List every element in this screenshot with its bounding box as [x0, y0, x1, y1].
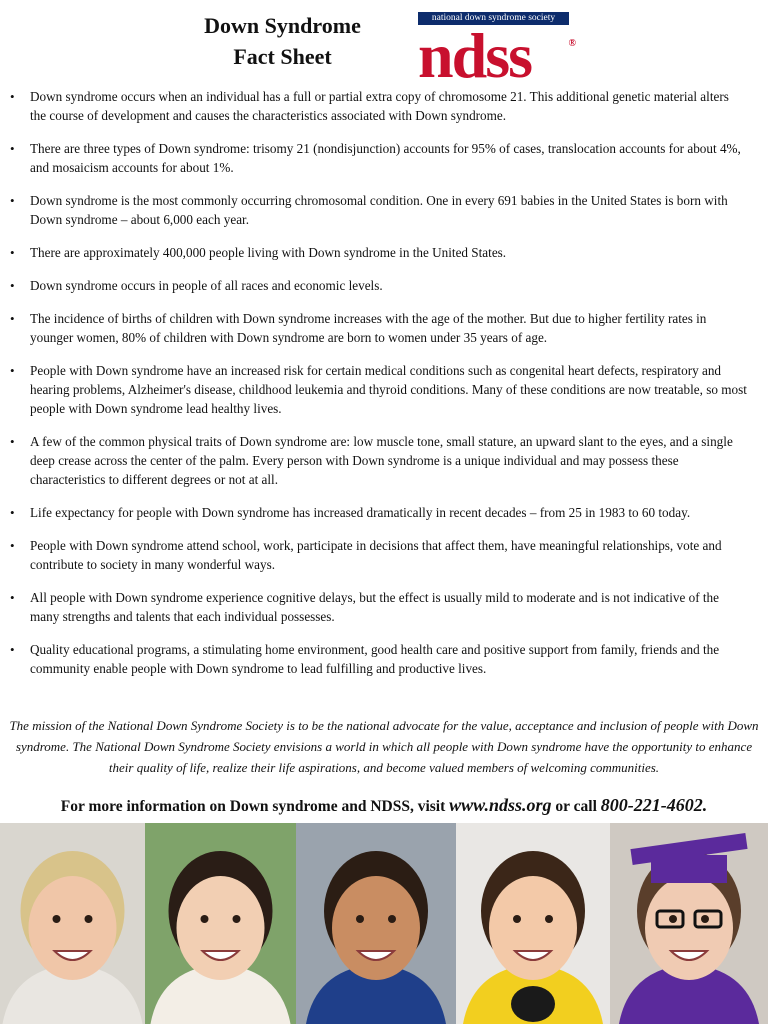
logo-wordmark — [418, 12, 576, 91]
mission-statement: The mission of the National Down Syndrome Society is to be the national advocate for the value, acceptance and inclusion of people with Down syndrome. The National Down Syndrome Society envisions a world in which all people with Down syndrome have the opportunity to enhance their quality of life, realize their life aspirations, and become valued members of welcoming communities. — [9, 718, 759, 775]
facts-list — [0, 87, 768, 692]
left-eye — [53, 915, 61, 923]
right-eye — [388, 915, 396, 923]
left-eye — [513, 915, 521, 923]
fact-item: • Down syndrome occurs when an individual has a full or partial extra copy of chromosome 21. This additional genetic material alters the course of development and causes the characteristics associated with Down syndrome. — [0, 87, 768, 125]
fact-item: • There are approximately 400,000 people living with Down syndrome in the United States. — [0, 243, 768, 262]
fact-item: • The incidence of births of children with Down syndrome increases with the age of the mother. But due to higher fertility rates in younger women, 80% of children with Down syndrome are born to women under 35 years of age. — [0, 309, 768, 347]
left-eye — [356, 915, 364, 923]
portrait-image — [296, 823, 456, 1024]
right-eye — [701, 915, 709, 923]
face-shape — [489, 876, 577, 980]
photo-portrait — [610, 823, 768, 1024]
right-eye — [233, 915, 241, 923]
fact-item: • There are three types of Down syndrome: trisomy 21 (nondisjunction) accounts for 95% of cases, translocation accounts for about 4%, and mosaicism accounts for about 1%. — [0, 139, 768, 177]
shirt-bear-graphic — [511, 986, 555, 1022]
registered-mark: ® — [568, 38, 576, 49]
fact-item: • Down syndrome is the most commonly occurring chromosomal condition. One in every 691 babies in the United States is born with Down syndrome – about 6,000 each year. — [0, 191, 768, 229]
photo-portrait — [145, 823, 296, 1024]
face-shape — [177, 876, 265, 980]
right-eye — [545, 915, 553, 923]
fact-item: • Life expectancy for people with Down syndrome has increased dramatically in recent decades – from 25 in 1983 to 60 today. — [0, 503, 768, 522]
face-shape — [332, 876, 420, 980]
photo-strip — [0, 823, 768, 1024]
contact-prefix: For more information on Down syndrome and NDSS, visit — [60, 798, 446, 815]
phone-number: 800-221-4602. — [600, 795, 708, 815]
logo-wordmark-text: ndss — [418, 20, 531, 91]
left-eye — [669, 915, 677, 923]
fact-item: • People with Down syndrome attend school, work, participate in decisions that affect them, have meaningful relationships, vote and contribute to society in many wonderful ways. — [0, 536, 768, 574]
portrait-image — [610, 823, 768, 1024]
fact-sheet-title — [160, 10, 405, 72]
right-eye — [85, 915, 93, 923]
contact-line — [0, 795, 768, 816]
graduation-cap — [651, 855, 727, 883]
contact-middle: or call — [555, 798, 597, 815]
left-eye — [201, 915, 209, 923]
logo-tagline: national down syndrome society — [418, 12, 569, 25]
fact-item: • Quality educational programs, a stimulating home environment, good health care and positive support from family, friends and the community enable people with Down syndrome to lead fulfilling and productive lives. — [0, 640, 768, 678]
face-shape — [29, 876, 117, 980]
fact-item: • A few of the common physical traits of Down syndrome are: low muscle tone, small stature, an upward slant to the eyes, and a single deep crease across the center of the palm. Every person with Down syndrome is a unique individual and may possess these characteristics to different degrees or not at all. — [0, 432, 768, 489]
title-line-2: Fact Sheet — [233, 44, 332, 69]
fact-item: • People with Down syndrome have an increased risk for certain medical conditions such as congenital heart defects, respiratory and hearing problems, Alzheimer's disease, childhood leukemia and thyroid conditions. Many of these conditions are now treatable, so most people with Down syndrome lead healthy lives. — [0, 361, 768, 418]
fact-item: • Down syndrome occurs in people of all races and economic levels. — [0, 276, 768, 295]
photo-portrait — [0, 823, 145, 1024]
portrait-image — [145, 823, 296, 1024]
photo-portrait — [456, 823, 610, 1024]
photo-portrait — [296, 823, 456, 1024]
portrait-image — [0, 823, 145, 1024]
portrait-image — [456, 823, 610, 1024]
fact-item: • All people with Down syndrome experience cognitive delays, but the effect is usually mild to moderate and is not indicative of the many strengths and talents that each individual possesses. — [0, 588, 768, 626]
website-link[interactable]: www.ndss.org — [449, 795, 552, 815]
ndss-logo — [418, 12, 576, 91]
title-line-1: Down Syndrome — [204, 13, 361, 38]
